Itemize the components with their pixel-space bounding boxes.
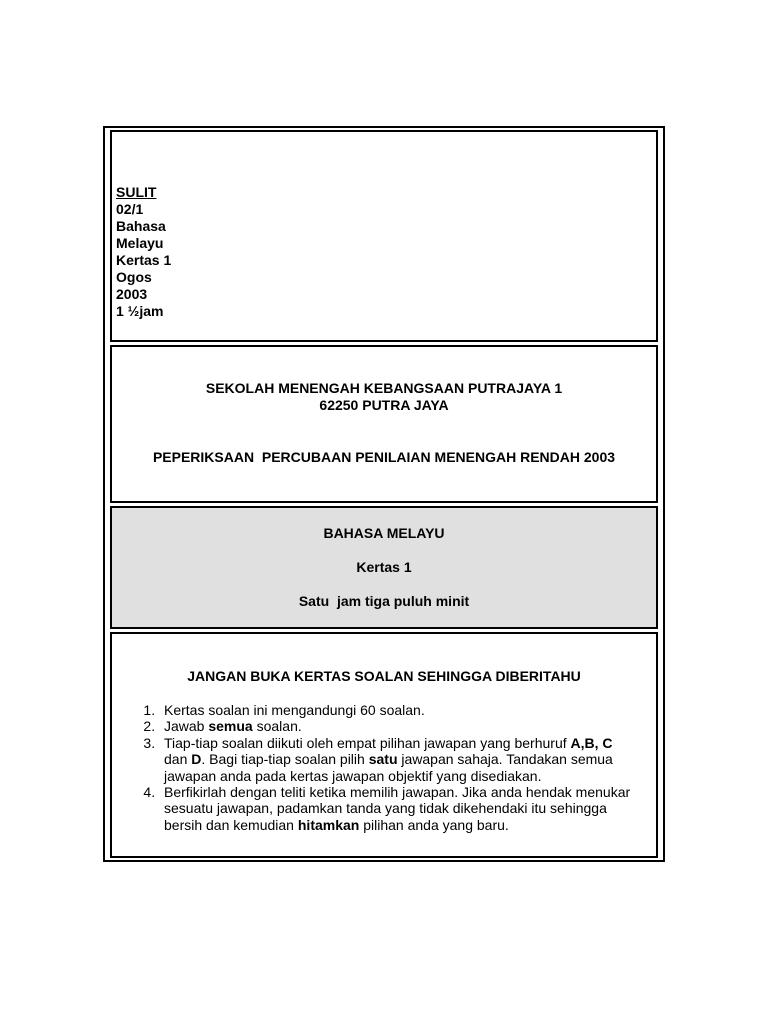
duration-text: Satu jam tiga puluh minit xyxy=(298,593,470,609)
paper-title: Kertas 1 xyxy=(356,559,412,575)
instructions-box xyxy=(110,632,658,858)
school-box xyxy=(110,345,658,503)
exam-month: Ogos xyxy=(116,269,152,285)
school-name: SEKOLAH MENENGAH KEBANGSAAN PUTRAJAYA 1 xyxy=(205,380,563,396)
paper-number: Kertas 1 xyxy=(116,252,172,268)
paper-meta xyxy=(116,184,171,320)
subject-line-2: Melayu xyxy=(116,235,164,251)
subject-title: BAHASA MELAYU xyxy=(323,525,445,541)
list-item: 2. Jawab semua soalan. xyxy=(159,718,636,734)
list-item: 4. Berfikirlah dengan teliti ketika memilih jawapan. Jika anda hendak menukar sesuatu jawapan, padamkan tanda yang tidak dikehendaki itu sehingga bersih dan kemudian hitamkan pilihan anda yang baru. xyxy=(159,784,636,833)
sulit-label: SULIT xyxy=(116,184,157,200)
subject-line-1: Bahasa xyxy=(116,218,166,234)
exam-title: PEPERIKSAAN PERCUBAAN PENILAIAN MENENGAH RENDAH 2003 xyxy=(152,449,616,465)
exam-duration: 1 ½jam xyxy=(116,303,164,319)
subject-box xyxy=(110,506,658,629)
list-item: 3. Tiap-tiap soalan diikuti oleh empat pilihan jawapan yang berhuruf A,B, C dan D. Bagi tiap-tiap soalan pilih satu jawapan sahaja. Tandakan semua jawapan anda pada kertas jawapan objektif yang disediakan. xyxy=(159,735,636,784)
paper-code: 02/1 xyxy=(116,201,144,217)
instructions-heading: JANGAN BUKA KERTAS SOALAN SEHINGGA DIBERITAHU xyxy=(187,668,581,684)
document-frame xyxy=(103,126,665,862)
school-address: 62250 PUTRA JAYA xyxy=(319,397,449,413)
list-item: 1. Kertas soalan ini mengandungi 60 soalan. xyxy=(159,702,636,718)
instructions-list xyxy=(138,702,636,833)
header-box xyxy=(110,130,658,342)
exam-year: 2003 xyxy=(116,286,148,302)
